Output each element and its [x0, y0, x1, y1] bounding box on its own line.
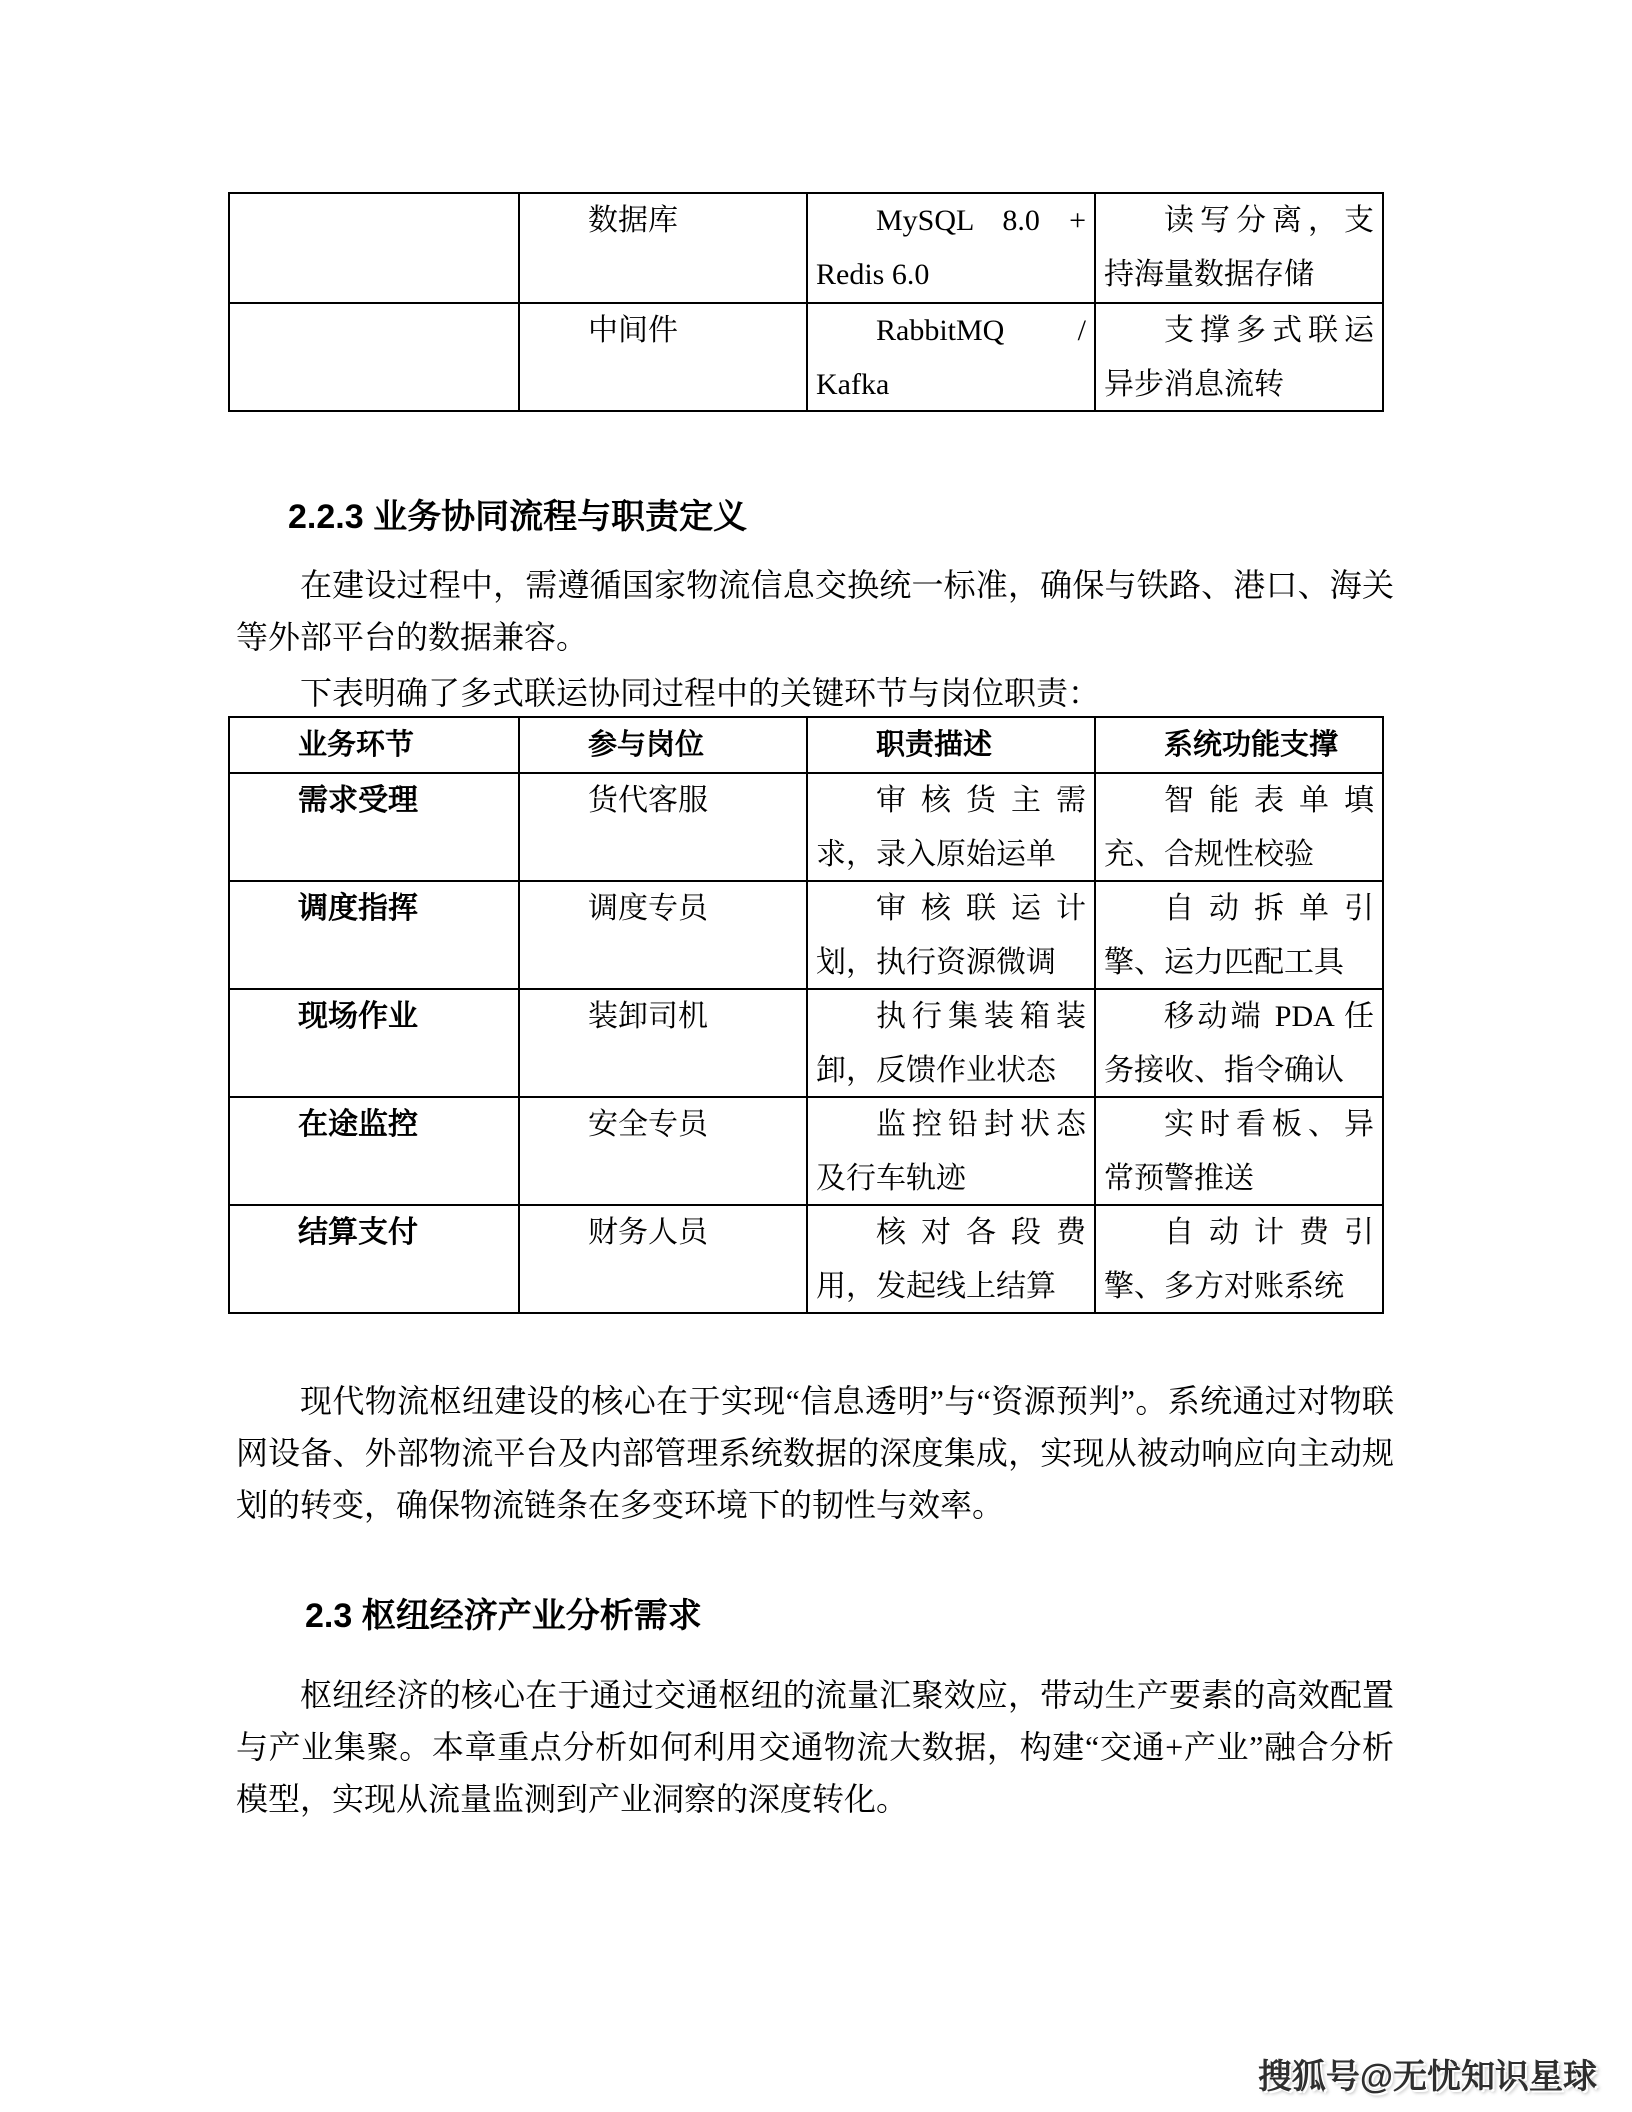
row-stage	[230, 988, 518, 1096]
row-duty	[806, 880, 1094, 988]
header-label: 系统功能支撑	[1164, 729, 1339, 761]
row-support	[1094, 1096, 1382, 1204]
cell-line: 调度专员	[588, 892, 708, 925]
cell-line: 结算支付	[298, 1216, 418, 1249]
row-stage	[230, 1096, 518, 1204]
cell-line: 数据库	[588, 204, 678, 237]
cell-line: 求，录入原始运单	[816, 838, 1056, 871]
cell-line: Kafka	[816, 368, 890, 401]
table-cell-note	[1094, 194, 1382, 302]
cell-line: 中间件	[588, 314, 678, 347]
row-support	[1094, 772, 1382, 880]
cell-line: 移动端 PDA 任	[1164, 1000, 1374, 1033]
cell-line: 执行集装箱装	[876, 1000, 1086, 1033]
table-cell-component	[518, 302, 806, 410]
section-heading-223: 2.2.3 业务协同流程与职责定义	[288, 498, 748, 536]
cell-line: 擎、多方对账系统	[1104, 1270, 1344, 1303]
header-label: 业务环节	[298, 729, 415, 761]
row-role	[518, 988, 806, 1096]
responsibility-table	[228, 716, 1384, 1314]
row-support	[1094, 880, 1382, 988]
header-cell-duty	[806, 718, 1094, 772]
paragraph-hub-economy: 枢纽经济的核心在于通过交通枢纽的流量汇聚效应，带动生产要素的高效配置与产业集聚。本章重点分析如何利用交通物流大数据，构建“交通+产业”融合分析模型，实现从流量监测到产业洞察的深度转化。	[236, 1677, 1394, 1817]
cell-line: Redis 6.0	[816, 258, 930, 291]
cell-line: 审核货主需	[876, 784, 1086, 817]
table-cell-note	[1094, 302, 1382, 410]
cell-line: MySQL 8.0 +	[876, 204, 1086, 237]
row-duty	[806, 988, 1094, 1096]
row-stage	[230, 772, 518, 880]
header-cell-role	[518, 718, 806, 772]
row-stage	[230, 880, 518, 988]
cell-line: 自动拆单引	[1164, 892, 1374, 925]
row-role	[518, 772, 806, 880]
cell-line: 货代客服	[588, 784, 708, 817]
cell-line: 及行车轨迹	[816, 1162, 966, 1195]
cell-line: 智能表单填	[1164, 784, 1374, 817]
cell-line: 在途监控	[298, 1108, 418, 1141]
header-label: 职责描述	[876, 729, 993, 761]
section-heading-23: 2.3 枢纽经济产业分析需求	[305, 1597, 702, 1635]
cell-line: 擎、运力匹配工具	[1104, 946, 1344, 979]
cell-line: 装卸司机	[588, 1000, 708, 1033]
cell-line: 用，发起线上结算	[816, 1270, 1056, 1303]
row-stage	[230, 1204, 518, 1312]
cell-line: 持海量数据存储	[1104, 258, 1314, 291]
row-duty	[806, 1096, 1094, 1204]
cell-line: 监控铅封状态	[876, 1108, 1086, 1141]
cell-line: 读写分离，支	[1164, 204, 1374, 237]
cell-line: 常预警推送	[1104, 1162, 1254, 1195]
watermark-text: 搜狐号@无忧知识星球	[1257, 2058, 1597, 2096]
paragraph-standards: 在建设过程中，需遵循国家物流信息交换统一标准，确保与铁路、港口、海关等外部平台的数据兼容。	[236, 567, 1394, 655]
cell-line: 审核联运计	[876, 892, 1086, 925]
table-cell-category	[230, 302, 518, 410]
cell-line: 自动计费引	[1164, 1216, 1374, 1249]
cell-line: 需求受理	[298, 784, 418, 817]
cell-line: 实时看板、异	[1164, 1108, 1374, 1141]
paragraph-table-lead: 下表明确了多式联运协同过程中的关键环节与岗位职责：	[300, 675, 1101, 711]
cell-line: 务接收、指令确认	[1104, 1054, 1344, 1087]
row-role	[518, 880, 806, 988]
cell-line: 卸，反馈作业状态	[816, 1054, 1056, 1087]
table-cell-category	[230, 194, 518, 302]
paragraph-summary: 现代物流枢纽建设的核心在于实现“信息透明”与“资源预判”。系统通过对物联网设备、外部物流平台及内部管理系统数据的深度集成，实现从被动响应向主动规划的转变，确保物流链条在多变环境下的韧性与效率。	[236, 1383, 1394, 1523]
table-cell-technology	[806, 194, 1094, 302]
header-label: 参与岗位	[588, 729, 705, 761]
cell-line: 异步消息流转	[1104, 368, 1284, 401]
row-role	[518, 1204, 806, 1312]
cell-line: RabbitMQ /	[876, 314, 1086, 347]
tech-stack-table	[228, 192, 1384, 412]
cell-line: 现场作业	[298, 1000, 418, 1033]
table-cell-technology	[806, 302, 1094, 410]
cell-line: 安全专员	[588, 1108, 708, 1141]
cell-line: 充、合规性校验	[1104, 838, 1314, 871]
cell-line: 划，执行资源微调	[816, 946, 1056, 979]
row-duty	[806, 1204, 1094, 1312]
row-support	[1094, 988, 1382, 1096]
header-cell-stage	[230, 718, 518, 772]
cell-line: 支撑多式联运	[1164, 314, 1374, 347]
cell-line: 核对各段费	[876, 1216, 1086, 1249]
cell-line: 调度指挥	[298, 892, 418, 925]
row-duty	[806, 772, 1094, 880]
header-cell-support	[1094, 718, 1382, 772]
table-cell-component	[518, 194, 806, 302]
cell-line: 财务人员	[588, 1216, 708, 1249]
row-role	[518, 1096, 806, 1204]
row-support	[1094, 1204, 1382, 1312]
